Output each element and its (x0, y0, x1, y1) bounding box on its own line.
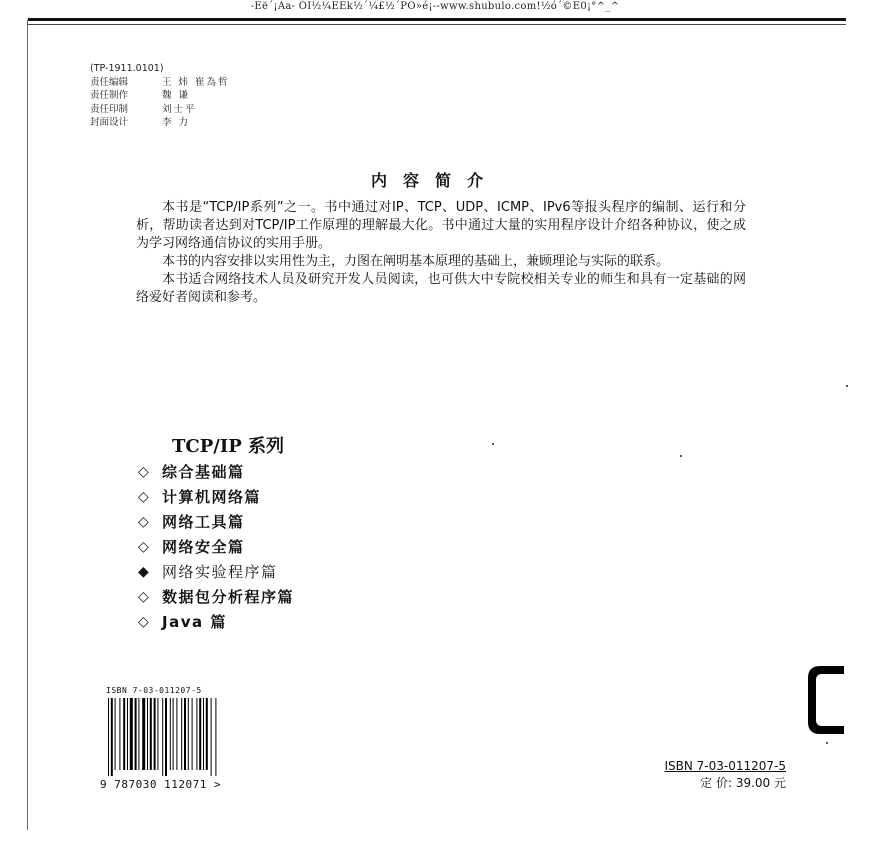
series-title: TCP/IP 系列 (172, 436, 285, 457)
barcode-bar (157, 698, 158, 770)
garbled-header-text: -Eë´¡Aa- ÓI½¼EEk½´¼£½´PO»é¡--www.shubulo.com!½ó´©E0¡°^_^ (250, 1, 620, 12)
credit-row (90, 76, 230, 90)
barcode-bar (138, 698, 139, 770)
series-item-label: Java 篇 (162, 613, 227, 631)
diamond-filled-icon: ◆ (138, 563, 149, 580)
barcode-digits: 9 787030 112071 > (100, 778, 222, 791)
credit-role: 责任编辑 (90, 76, 129, 88)
isbn-number: ISBN 7-03-011207-5 (664, 759, 786, 773)
barcode-bar (215, 698, 216, 776)
series-item (138, 509, 294, 534)
barcode-bar (181, 698, 182, 770)
series-item-label: 网络安全篇 (162, 538, 245, 556)
credit-names: 刘士平 (162, 103, 197, 115)
barcode-bar (119, 698, 120, 770)
barcode-bar (115, 698, 116, 770)
diamond-outline-icon: ◇ (138, 538, 149, 555)
scan-speck (826, 742, 828, 744)
series-item-label: 综合基础篇 (162, 463, 245, 481)
book-code: (TP-1911.0101) (90, 63, 164, 74)
credit-row (90, 116, 230, 130)
credit-role: 封面设计 (90, 117, 129, 128)
series-item-current (138, 559, 294, 584)
barcode-bar (154, 698, 156, 770)
scan-speck (492, 443, 494, 445)
diamond-outline-icon: ◇ (138, 513, 149, 530)
barcode-bar (184, 698, 186, 770)
series-item (138, 609, 294, 634)
diamond-outline-icon: ◇ (138, 488, 149, 505)
intro-paragraph: 本书的内容安排以实用性为主，力图在阐明基本原理的基础上，兼顾理论与实际的联系。 (162, 254, 670, 269)
series-item (138, 534, 294, 559)
series-item-label: 数据包分析程序篇 (162, 588, 295, 606)
credit-row (90, 103, 230, 117)
credit-role: 责任制作 (90, 90, 129, 101)
barcode-bar (196, 698, 197, 770)
barcode-bar (173, 698, 174, 770)
intro-paragraph: 本书适合网络技术人员及研究开发人员阅读，也可供大中专院校相关专业的师生和具有一定基础的网络爱好者阅读和参考。 (136, 272, 746, 305)
price-block (620, 758, 786, 792)
diamond-outline-icon: ◇ (138, 463, 149, 480)
series-item (138, 459, 294, 484)
series-item-label: 计算机网络篇 (162, 488, 262, 506)
credit-row (90, 89, 230, 103)
scan-speck (680, 455, 682, 457)
credit-names: 魏 谦 (162, 90, 191, 101)
intro-title: 内容简介 (370, 171, 499, 190)
barcode-bar (211, 698, 212, 776)
barcode-bar (162, 698, 163, 776)
barcode-bar (206, 698, 208, 770)
barcode-bar (147, 698, 148, 770)
credit-names: 李 力 (162, 117, 191, 128)
intro-paragraph: 本书是“TCP/IP系列”之一。书中通过对IP、TCP、UDP、ICMP、IPv6等报头程序的编制、运行和分析，帮助读者达到对TCP/IP工作原理的理解最大化。书中通过大量的实用程序设计介绍各种协议，使之成为学习网络通信协议的实用手册。 (136, 200, 746, 251)
barcode-bar (108, 698, 109, 776)
barcode-bar (123, 698, 125, 770)
series-item (138, 484, 294, 509)
diamond-outline-icon: ◇ (138, 613, 149, 630)
top-rule-thin (28, 24, 846, 25)
diamond-outline-icon: ◇ (138, 588, 149, 605)
barcode-bar (142, 698, 145, 770)
barcode-isbn-label: ISBN 7-03-011207-5 (106, 686, 202, 695)
barcode-bar (135, 698, 137, 770)
top-rule (28, 18, 846, 21)
series-list (138, 459, 294, 634)
price-label: 定 价: 39.00 元 (700, 776, 786, 790)
publisher-logo-fragment (800, 660, 860, 740)
barcode-bar (170, 698, 171, 770)
barcode-bar (188, 698, 189, 770)
series-item-label: 网络工具篇 (162, 513, 245, 531)
barcode-bar (203, 698, 204, 770)
barcode-block (100, 686, 260, 791)
intro-text (136, 199, 746, 307)
barcode-bar (130, 698, 133, 770)
left-page-edge (27, 20, 28, 830)
barcode-bar (176, 698, 177, 770)
barcode-bar (165, 698, 167, 776)
barcode-image (106, 698, 246, 776)
barcode-bar (111, 698, 113, 776)
credit-role: 责任印制 (90, 103, 129, 115)
series-item (138, 584, 294, 609)
credits-block (90, 62, 230, 130)
barcode-bar (199, 698, 201, 770)
credit-names: 王 炜 崔為哲 (162, 76, 230, 88)
series-item-label: 网络实验程序篇 (162, 563, 278, 581)
barcode-bar (127, 698, 128, 770)
scan-speck (846, 385, 848, 387)
barcode-bar (150, 698, 152, 770)
barcode-bar (192, 698, 193, 770)
